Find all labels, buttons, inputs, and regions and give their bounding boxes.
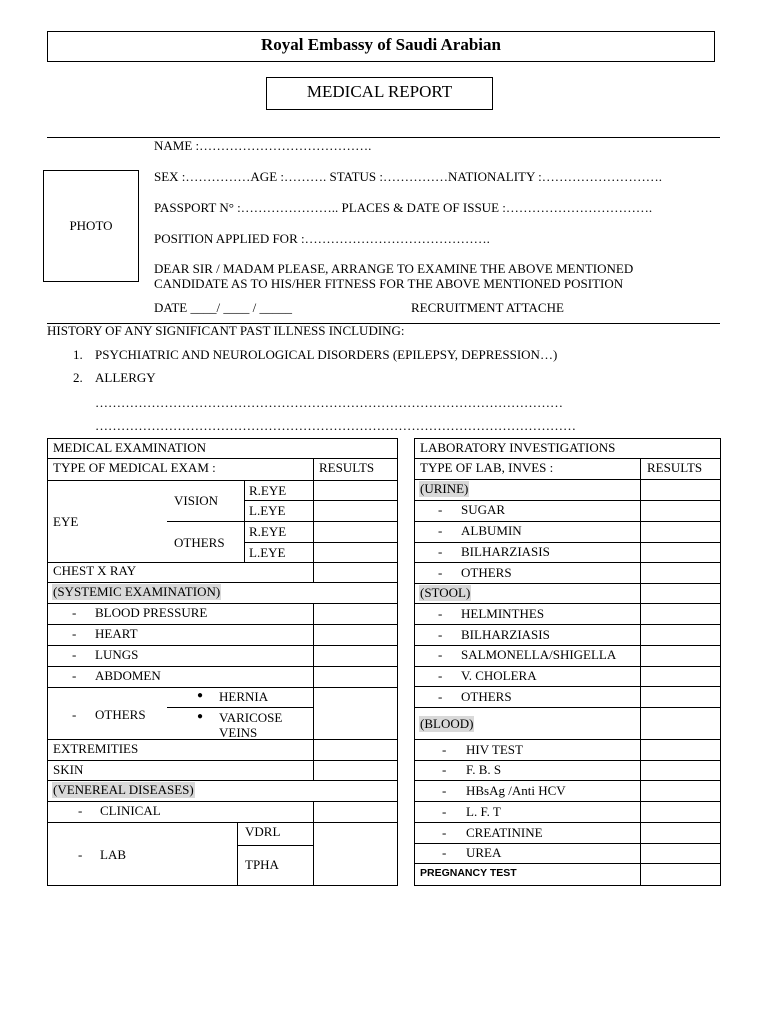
vision-left-eye: L.EYE bbox=[249, 503, 286, 518]
systemic-others-label: OTHERS bbox=[95, 707, 146, 722]
dash: - bbox=[78, 847, 83, 862]
blood-creatinine: CREATININE bbox=[466, 825, 543, 840]
section-divider-top bbox=[47, 137, 720, 138]
lab-label: LAB bbox=[100, 847, 126, 862]
hernia-label: HERNIA bbox=[219, 689, 269, 704]
dash: - bbox=[438, 523, 443, 538]
vision-label: VISION bbox=[174, 493, 219, 508]
dash: - bbox=[442, 783, 447, 798]
veins-label: VEINS bbox=[219, 725, 258, 740]
sex-age-status-field: SEX :……………AGE :………. STATUS :……………NATIONALITY :………………………. bbox=[154, 169, 662, 184]
skin-label: SKIN bbox=[53, 762, 84, 777]
blood-header: (BLOOD) bbox=[420, 716, 474, 731]
blood-lft: L. F. T bbox=[466, 804, 501, 819]
dash: - bbox=[442, 742, 447, 757]
tpha-label: TPHA bbox=[245, 857, 279, 872]
dash: - bbox=[78, 803, 83, 818]
lab-type-header: TYPE OF LAB, INVES : bbox=[420, 460, 554, 475]
blood-hiv: HIV TEST bbox=[466, 742, 523, 757]
urine-header: (URINE) bbox=[420, 481, 469, 496]
dash: - bbox=[438, 606, 443, 621]
history-heading: HISTORY OF ANY SIGNIFICANT PAST ILLNESS INCLUDING: bbox=[47, 323, 405, 338]
extremities-label: EXTREMITIES bbox=[53, 741, 139, 756]
dash: - bbox=[72, 668, 77, 683]
embassy-title: Royal Embassy of Saudi Arabian bbox=[261, 35, 501, 54]
stool-helminthes: HELMINTHES bbox=[461, 606, 545, 621]
dash: - bbox=[438, 627, 443, 642]
history-dotted-line-2: ………………………………………………………………………………………………… bbox=[95, 418, 576, 433]
stool-cholera: V. CHOLERA bbox=[461, 668, 537, 683]
others-left-eye: L.EYE bbox=[249, 545, 286, 560]
dash: - bbox=[72, 647, 77, 662]
vision-right-eye: R.EYE bbox=[249, 483, 287, 498]
dash: - bbox=[442, 845, 447, 860]
dash: - bbox=[438, 647, 443, 662]
history-item-1-number: 1. bbox=[73, 347, 83, 362]
lab-results-header: RESULTS bbox=[647, 460, 703, 475]
stool-header: (STOOL) bbox=[420, 585, 471, 600]
name-field: NAME :…………………………………. bbox=[154, 138, 372, 153]
chest-xray-label: CHEST X RAY bbox=[53, 563, 137, 578]
urine-others: OTHERS bbox=[461, 565, 512, 580]
position-field: POSITION APPLIED FOR :……………………………………. bbox=[154, 231, 490, 246]
instruction-line-1: DEAR SIR / MADAM PLEASE, ARRANGE TO EXAMINE THE ABOVE MENTIONED bbox=[154, 261, 634, 276]
blood-fbs: F. B. S bbox=[466, 762, 502, 777]
others-right-eye: R.EYE bbox=[249, 524, 287, 539]
stool-bilharziasis: BILHARZIASIS bbox=[461, 627, 550, 642]
abdomen-label: ABDOMEN bbox=[95, 668, 161, 683]
urine-sugar: SUGAR bbox=[461, 502, 506, 517]
dash: - bbox=[438, 502, 443, 517]
eye-others-label: OTHERS bbox=[174, 535, 225, 550]
dash: - bbox=[72, 605, 77, 620]
venereal-diseases-header: (VENEREAL DISEASES) bbox=[53, 782, 194, 797]
blood-urea: UREA bbox=[466, 845, 502, 860]
blood-hbsag: HBsAg /Anti HCV bbox=[466, 783, 566, 798]
dash: - bbox=[442, 825, 447, 840]
recruitment-attache: RECRUITMENT ATTACHE bbox=[411, 300, 564, 315]
history-item-2-number: 2. bbox=[73, 370, 83, 385]
stool-salmonella: SALMONELLA/SHIGELLA bbox=[461, 647, 617, 662]
blood-pressure-label: BLOOD PRESSURE bbox=[95, 605, 208, 620]
medical-exam-title: MEDICAL EXAMINATION bbox=[53, 440, 206, 455]
varicose-label: VARICOSE bbox=[219, 710, 283, 725]
urine-bilharziasis: BILHARZIASIS bbox=[461, 544, 550, 559]
history-item-1: PSYCHIATRIC AND NEUROLOGICAL DISORDERS (EPILEPSY, DEPRESSION…) bbox=[95, 347, 558, 362]
passport-field: PASSPORT N° :………………….. PLACES & DATE OF ISSUE :……………………………. bbox=[154, 200, 653, 215]
pregnancy-test-label: PREGNANCY TEST bbox=[420, 867, 517, 879]
dash: - bbox=[438, 668, 443, 683]
medical-type-header: TYPE OF MEDICAL EXAM : bbox=[53, 460, 216, 475]
history-dotted-line-1: ……………………………………………………………………………………………… bbox=[95, 395, 563, 410]
lungs-label: LUNGS bbox=[95, 647, 139, 662]
dash: - bbox=[442, 804, 447, 819]
systemic-examination-header: (SYSTEMIC EXAMINATION) bbox=[53, 584, 221, 599]
bullet-icon: ● bbox=[197, 711, 204, 722]
clinical-label: CLINICAL bbox=[100, 803, 161, 818]
lab-title: LABORATORY INVESTIGATIONS bbox=[420, 440, 616, 455]
date-field: DATE ____/ ____ / _____ bbox=[154, 300, 292, 315]
dash: - bbox=[438, 689, 443, 704]
bullet-icon: ● bbox=[197, 690, 204, 701]
photo-label: PHOTO bbox=[69, 218, 113, 233]
stool-others: OTHERS bbox=[461, 689, 512, 704]
medical-results-header: RESULTS bbox=[319, 460, 375, 475]
report-title: MEDICAL REPORT bbox=[306, 82, 453, 101]
instruction-line-2: CANDIDATE AS TO HIS/HER FITNESS FOR THE ABOVE MENTIONED POSITION bbox=[154, 276, 624, 291]
dash: - bbox=[72, 707, 77, 722]
heart-label: HEART bbox=[95, 626, 138, 641]
urine-albumin: ALBUMIN bbox=[461, 523, 522, 538]
dash: - bbox=[442, 762, 447, 777]
dash: - bbox=[72, 626, 77, 641]
dash: - bbox=[438, 544, 443, 559]
eye-label: EYE bbox=[53, 514, 79, 529]
history-item-2: ALLERGY bbox=[95, 370, 156, 385]
vdrl-label: VDRL bbox=[245, 824, 281, 839]
dash: - bbox=[438, 565, 443, 580]
